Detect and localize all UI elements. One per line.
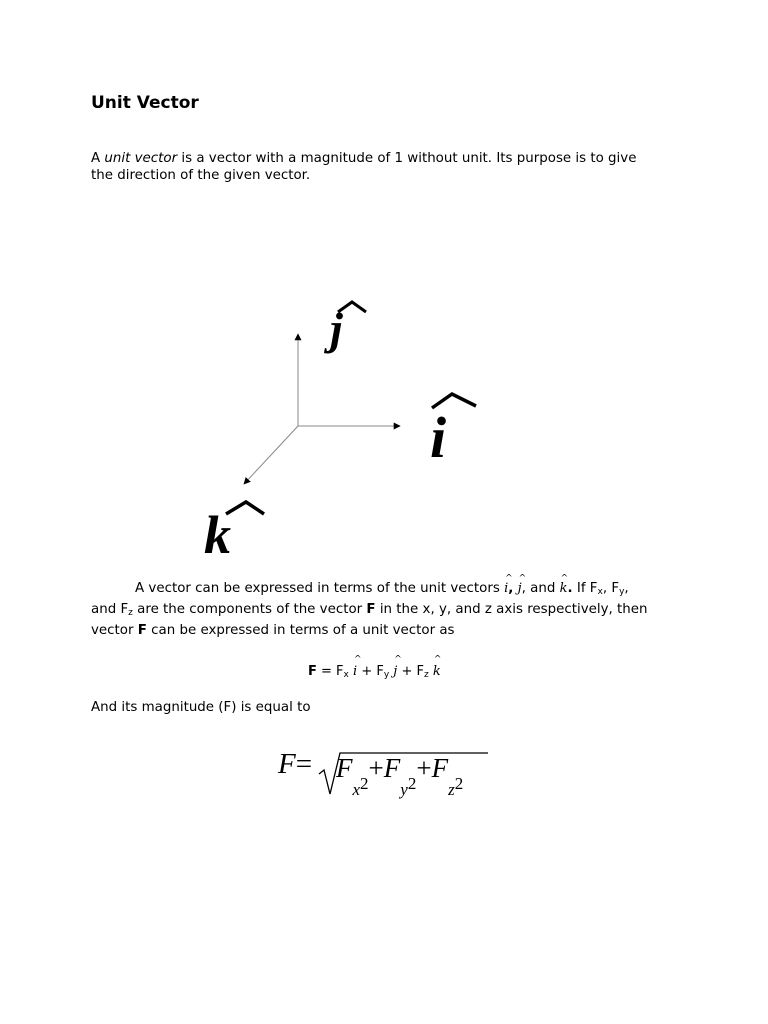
comma-2: , [624, 581, 629, 596]
formula-F1: F [336, 753, 353, 783]
intro-line1-rest: is a vector with a magnitude of 1 without unit. Its purpose is to give [177, 151, 637, 166]
k-hat-caret [226, 502, 264, 514]
sub-z: z [128, 608, 133, 618]
intro-pre: A [91, 151, 105, 166]
unit-k-inline: ^ k [560, 580, 568, 597]
bold-F-2: F [137, 623, 147, 638]
z-axis-arrow [244, 426, 298, 484]
intro-line2: the direction of the given vector. [91, 168, 311, 183]
eq1-j: ^ j [393, 664, 397, 679]
sep-2: , and [521, 581, 556, 596]
sep-1: , [508, 581, 514, 596]
components-line-1 [91, 580, 691, 601]
j-hat-label: j [330, 303, 343, 354]
i-hat-label: i [430, 405, 447, 470]
formula-eq: = [295, 748, 313, 780]
eq1-k: ^ k [433, 664, 441, 679]
formula-plus-2: + [416, 753, 432, 783]
sub-x: x [597, 587, 603, 597]
formula-sub-1: x [352, 780, 361, 799]
intro-term: unit vector [104, 151, 178, 166]
formula-pow-2: 2 [407, 774, 417, 793]
magnitude-formula [278, 748, 312, 781]
vector-equation [308, 664, 441, 680]
components-line-2 [91, 601, 691, 622]
line2-b: are the components of the vector [132, 602, 367, 617]
eq1-eq: = F [316, 664, 344, 679]
k-hat-label: k [204, 505, 231, 565]
comma-1: , F [602, 581, 620, 596]
bold-F: F [366, 602, 376, 617]
sqrt-contents [336, 753, 463, 800]
formula-F2: F [383, 753, 401, 783]
components-paragraph [91, 580, 691, 639]
formula-lhs: F [278, 748, 296, 780]
formula-sub-2: y [400, 780, 408, 799]
formula-sub-3: z [448, 780, 455, 799]
components-text-1: A vector can be expressed in terms of the unit vectors [135, 581, 500, 596]
line2-c: in the x, y, and z axis respectively, then [375, 602, 648, 617]
page-title: Unit Vector [91, 93, 199, 113]
magnitude-text: And its magnitude (F) is equal to [91, 700, 311, 715]
eq1-plus-1: + F [361, 664, 384, 679]
eq1-plus-2: + F [401, 664, 424, 679]
line3-b: can be expressed in terms of a unit vector as [146, 623, 455, 638]
unit-i-inline: ^ i [504, 580, 508, 597]
eq1-sub-y: y [383, 670, 390, 680]
formula-pow-1: 2 [360, 774, 369, 793]
eq1-F: F [308, 664, 317, 679]
line3-a: vector [91, 623, 138, 638]
dot: . [567, 581, 573, 596]
line2-a: and F [91, 602, 129, 617]
eq1-i: ^ i [353, 664, 357, 679]
eq1-sub-z: z [423, 670, 429, 680]
eq1-sub-x: x [343, 670, 349, 680]
if-text: If F [576, 581, 598, 596]
formula-pow-3: 2 [454, 774, 464, 793]
formula-plus-1: + [368, 753, 384, 783]
formula-F3: F [431, 753, 449, 783]
sub-y: y [619, 587, 625, 597]
components-line-3 [91, 622, 691, 639]
unit-j-inline: ^ j [518, 580, 522, 597]
